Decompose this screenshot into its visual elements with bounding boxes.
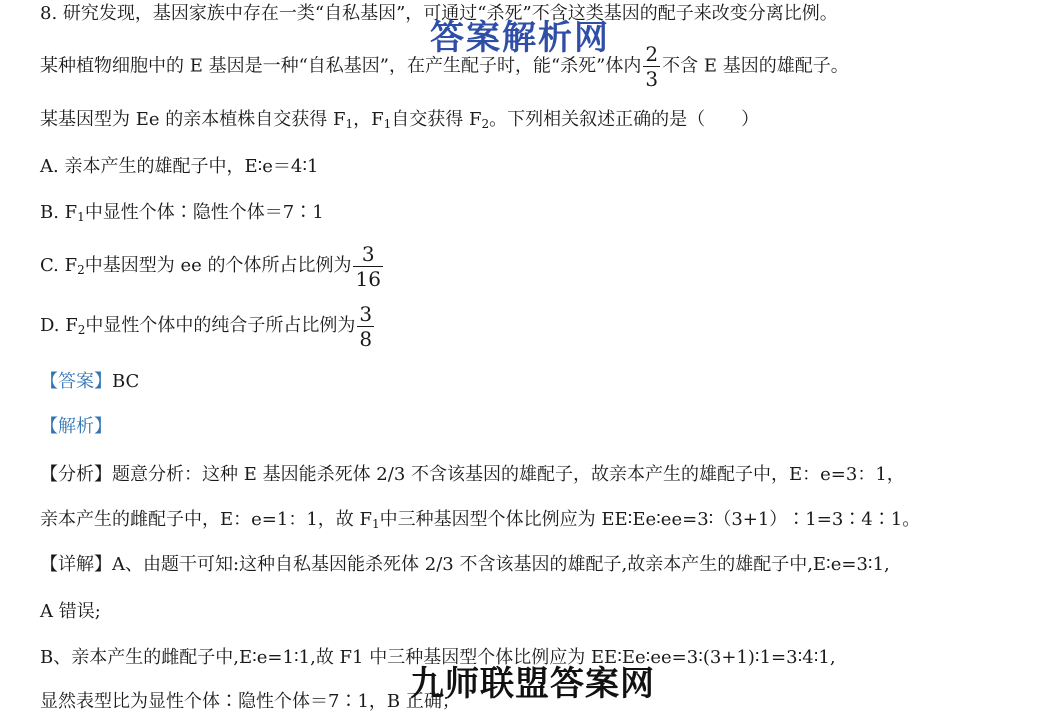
option-a (40, 155, 319, 179)
fraction-denominator: 8 (359, 326, 373, 351)
xiangjie-line-4 (40, 690, 460, 714)
analysis-label: 【解析】 (40, 416, 112, 437)
question-text: 某种植物细胞中的 E 基因是一种“自私基因”，在产生配子时，能“杀死”体内 (40, 55, 642, 77)
subscript: 2 (77, 323, 86, 337)
subscript: 1 (383, 117, 392, 131)
analysis-text: 中三种基因型个体比例应为 EE∶Ee∶ee=3∶（3+1）∶1=3∶4∶1。 (379, 509, 921, 530)
question-line-3 (40, 108, 759, 136)
analysis-text: B、亲本产生的雌配子中,E∶e=1∶1,故 F1 中三种基因型个体比例应为 EE∶Ee∶ee=3∶(3+1)∶1=3∶4∶1, (40, 647, 836, 668)
question-text: 。下列相关叙述正确的是（ ） (489, 109, 760, 130)
xiangjie-line-2 (40, 600, 101, 624)
analysis-text: 【分析】题意分析：这种 E 基因能杀死体 2/3 不含该基因的雄配子，故亲本产生的雄配子中，E：e=3：1， (40, 464, 905, 485)
fraction-numerator: 3 (361, 241, 375, 266)
subscript: 1 (372, 517, 380, 531)
fenxi-line-1 (40, 463, 905, 487)
option-d-text: 中显性个体中的纯合子所占比例为 (85, 315, 356, 336)
question-text: ，F (353, 109, 384, 130)
analysis-text: 【详解】A、由题干可知:这种自私基因能杀死体 2/3 不含该基因的雄配子,故亲本产生的雄配子中,E∶e=3∶1, (40, 554, 890, 575)
analysis-text: 亲本产生的雌配子中，E：e=1：1，故 F (40, 509, 372, 530)
subscript: 1 (77, 210, 85, 224)
subscript: 1 (345, 117, 354, 131)
analysis-text: A 错误; (40, 601, 101, 622)
watermark-bottom: 九师联盟答案网 (410, 664, 655, 704)
answer-line (40, 370, 139, 394)
option-b (40, 201, 324, 229)
fraction-three-sixteenths (353, 241, 382, 291)
fraction-numerator: 3 (359, 301, 373, 326)
option-c-text: C. F (40, 255, 78, 276)
option-a-text: A. 亲本产生的雄配子中，E∶e＝4∶1 (40, 156, 319, 177)
answer-label: 【答案】 (40, 371, 112, 392)
option-c (40, 240, 385, 296)
option-c-text: 中基因型为 ee 的个体所占比例为 (84, 255, 352, 276)
option-d (40, 300, 376, 356)
analysis-text: 显然表型比为显性个体∶隐性个体＝7∶1，B 正确； (40, 691, 460, 712)
fraction-denominator: 16 (355, 266, 381, 291)
option-b-text: B. F (40, 202, 78, 223)
analysis-heading (40, 415, 112, 439)
fraction-two-thirds (643, 44, 660, 89)
watermark-top: 答案解析网 (430, 18, 610, 58)
option-b-text: 中显性个体∶隐性个体＝7∶1 (84, 202, 324, 223)
fraction-numerator: 2 (645, 42, 659, 66)
fraction-three-eighths (357, 301, 374, 351)
question-text: 8. 研究发现，基因家族中存在一类“自私基因”，可通过“杀死”不含这类基因的配子来改变分离比例。 (40, 3, 838, 24)
question-text: 不含 E 基因的雄配子。 (662, 55, 849, 77)
xiangjie-line-1 (40, 553, 890, 577)
option-d-text: D. F (40, 315, 78, 336)
question-text: 某基因型为 Ee 的亲本植株自交获得 F (40, 109, 346, 130)
question-text: 自交获得 F (391, 109, 482, 130)
fenxi-line-2 (40, 508, 920, 536)
answer-value: BC (112, 371, 140, 392)
subscript: 2 (481, 117, 490, 131)
subscript: 2 (77, 263, 85, 277)
fraction-denominator: 3 (645, 67, 659, 91)
